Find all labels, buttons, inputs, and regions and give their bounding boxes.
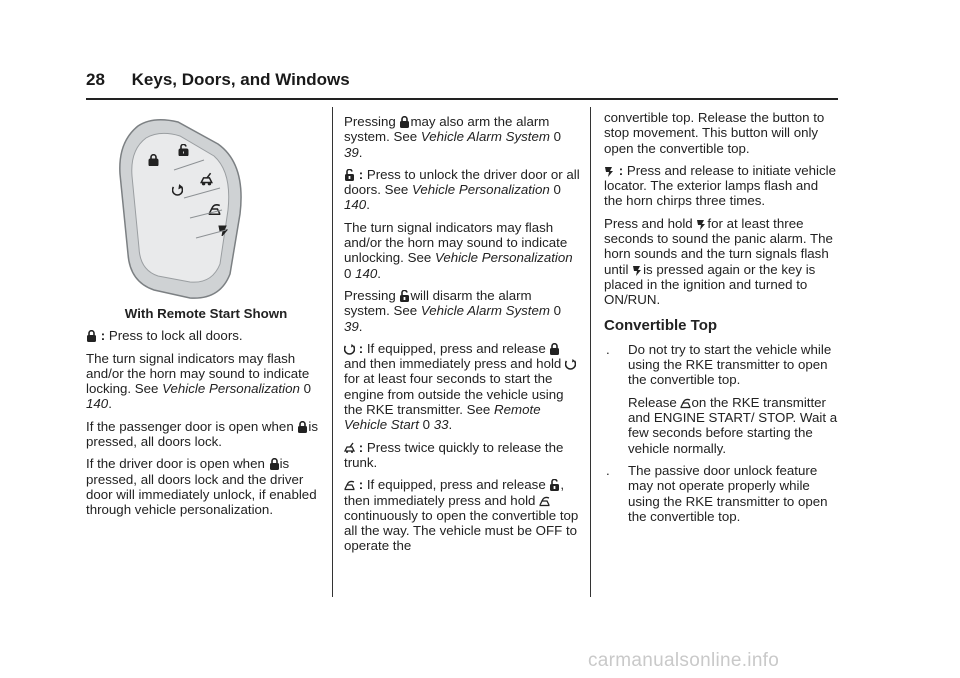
column-divider-1 — [332, 107, 333, 597]
key-fob-illustration — [108, 114, 252, 302]
unlock-icon — [344, 169, 355, 181]
unlock-signal-paragraph: The turn signal indicators may flash and/or the horn may sound to indicate unlocking. See Vehicle Personalization 0 140. — [344, 219, 573, 281]
lock-signal-paragraph: The turn signal indicators may flash and/or the horn may sound to indicate locking. See Vehicle Personalization 0 140. — [86, 350, 311, 412]
convertible-paragraph: : If equipped, press and release , then immediately press and hold continuously to open the convertible top all the way. The vehicle must be OFF to operate the — [344, 477, 579, 554]
remote-start-icon — [565, 358, 576, 370]
page-title: Keys, Doors, and Windows — [131, 70, 350, 89]
bullet-item: . The passive door unlock feature may not operate properly while using the RKE transmitter to open the convertible top. — [606, 462, 828, 524]
driver-door-paragraph: If the driver door is open when is pressed, all doors lock and the driver door will immediately unlock, if enabled through vehicle personalization. — [86, 456, 317, 518]
unlock-paragraph: : Press to unlock the driver door or all doors. See Vehicle Personalization 0 140. — [344, 166, 580, 213]
remote-start-icon — [344, 343, 355, 355]
lock-icon — [297, 421, 308, 433]
convertible-continued-paragraph: convertible top. Release the button to stop movement. This button will only open the convertible top. — [604, 110, 825, 156]
column-3 — [604, 110, 840, 531]
lock-icon — [86, 330, 97, 342]
bullet-mark: . — [606, 341, 610, 357]
header-rule — [86, 98, 838, 100]
unlock-icon — [399, 290, 410, 302]
page-number: 28 — [86, 70, 105, 89]
watermark: carmanualsonline.info — [588, 650, 780, 671]
section-title: Convertible Top — [604, 316, 718, 334]
convertible-top-icon — [680, 397, 691, 409]
page-header — [86, 70, 350, 90]
bullet-mark: . — [606, 462, 610, 478]
lock-icon — [399, 116, 410, 128]
trunk-paragraph: : Press twice quickly to release the trunk. — [344, 439, 564, 470]
locator-paragraph: : Press and release to initiate vehicle locator. The exterior lamps flash and the horn chirps three times. — [604, 162, 837, 209]
column-2 — [344, 114, 580, 561]
column-1 — [86, 306, 326, 525]
unlock-icon — [549, 479, 560, 491]
column-divider-2 — [590, 107, 591, 597]
alarm-arm-paragraph: Pressing may also arm the alarm system. See Vehicle Alarm System 0 39. — [344, 114, 562, 160]
alarm-disarm-paragraph: Pressing will disarm the alarm system. See Vehicle Alarm System 0 39. — [344, 287, 562, 334]
figure-caption: With Remote Start Shown — [124, 306, 288, 321]
panic-paragraph: Press and hold for at least three seconds to sound the panic alarm. The horn sounds and the turn signals flash until is pressed again or the key is placed in the ignition and turned to ON/RUN. — [604, 215, 833, 308]
lock-icon — [549, 343, 560, 355]
trunk-icon — [344, 442, 355, 454]
bullet-item: . Do not try to start the vehicle while using the RKE transmitter to open the convertible top. Release on the RKE transmitter and ENGINE START/ STOP. Wait a few seconds before starting the vehicle normally. — [606, 341, 838, 456]
panic-icon — [632, 264, 643, 276]
passenger-door-paragraph: If the passenger door is open when is pressed, all doors lock. — [86, 418, 319, 450]
panic-icon — [604, 165, 615, 177]
panic-icon — [696, 218, 707, 230]
lock-icon — [269, 458, 280, 470]
lock-paragraph: : Press to lock all doors. — [86, 328, 326, 343]
convertible-top-icon — [539, 495, 550, 507]
convertible-top-icon — [344, 479, 355, 491]
remote-start-paragraph: : If equipped, press and release and then immediately press and hold for at least four seconds to start the engine from outside the vehicle using the RKE transmitter. See Remote Vehicle Start 0 33. — [344, 341, 580, 433]
